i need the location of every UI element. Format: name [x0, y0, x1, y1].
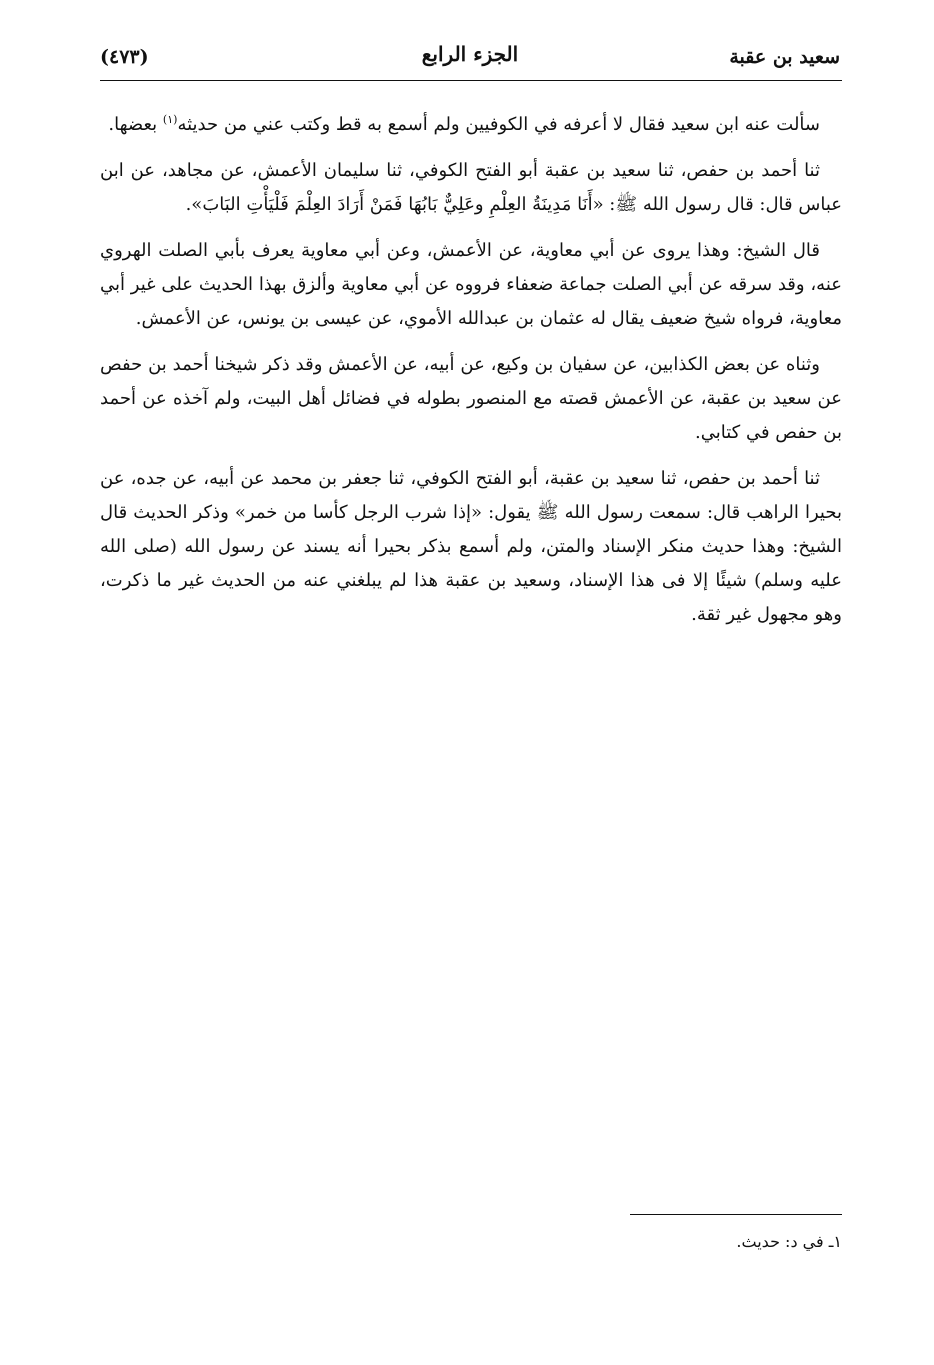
footnote-reference: (١)	[162, 113, 178, 126]
header-volume-title: الجزء الرابع	[421, 42, 519, 66]
header-chapter-title: سعيد بن عقبة	[729, 46, 840, 68]
main-text	[100, 108, 842, 644]
footnote-divider	[630, 1214, 842, 1215]
header-divider	[100, 80, 842, 81]
paragraph-text: بعضها.	[108, 114, 163, 135]
paragraph: ثنا أحمد بن حفص، ثنا سعيد بن عقبة، أبو الفتح الكوفي، ثنا جعفر بن محمد عن أبيه، عن جده، عن بحيرا الراهب قال: سمعت رسول الله ﷺ يقول: «إذا شرب الرجل كأسا من خمر» وذكر الحديث قال الشيخ: وهذا حديث منكر الإسناد والمتن، ولم أسمع بذكر بحيرا أنه يسند عن رسول الله (صلى الله عليه وسلم) شيئًا إلا فى هذا الإسناد، وسعيد بن عقبة هذا لم يبلغني عنه من الحديث غير ما ذكرت، وهو مجهول غير ثقة.	[100, 468, 842, 625]
paragraph	[100, 108, 842, 142]
paragraph: وثناه عن بعض الكذابين، عن سفيان بن وكيع، عن أبيه، عن الأعمش وقد ذكر شيخنا أحمد بن حفص عن سعيد بن عقبة، عن الأعمش قصته مع المنصور بطوله في فضائل أهل البيت، ولم آخذه عن أحمد بن حفص في كتابي.	[100, 354, 842, 443]
footnote: ١ـ في د: حديث.	[736, 1232, 842, 1251]
running-header	[100, 40, 840, 80]
paragraph-text: سألت عنه ابن سعيد فقال لا أعرفه في الكوفيين ولم أسمع به قط وكتب عني من حديثه	[177, 114, 820, 135]
paragraph: قال الشيخ: وهذا يروى عن أبي معاوية، عن الأعمش، وعن أبي معاوية يعرف بأبي الصلت الهروي عنه، وقد سرقه عن أبي الصلت جماعة ضعفاء فرووه عن أبي معاوية وألزق بهذا الحديث على غير أبي معاوية، فرواه شيخ ضعيف يقال له عثمان بن عبدالله الأموي، عن عيسى بن يونس، عن الأعمش.	[100, 240, 842, 329]
page-number: (٤٧٣)	[100, 46, 149, 68]
paragraph: ثنا أحمد بن حفص، ثنا سعيد بن عقبة أبو الفتح الكوفي، ثنا سليمان الأعمش، عن مجاهد، عن ابن عباس قال: قال رسول الله ﷺ: «أَنَا مَدِينَةُ العِلْمِ وعَلِيٌّ بَابُهَا فَمَنْ أَرَادَ العِلْمَ فَلْيَأْتِ البَابَ».	[100, 160, 842, 215]
